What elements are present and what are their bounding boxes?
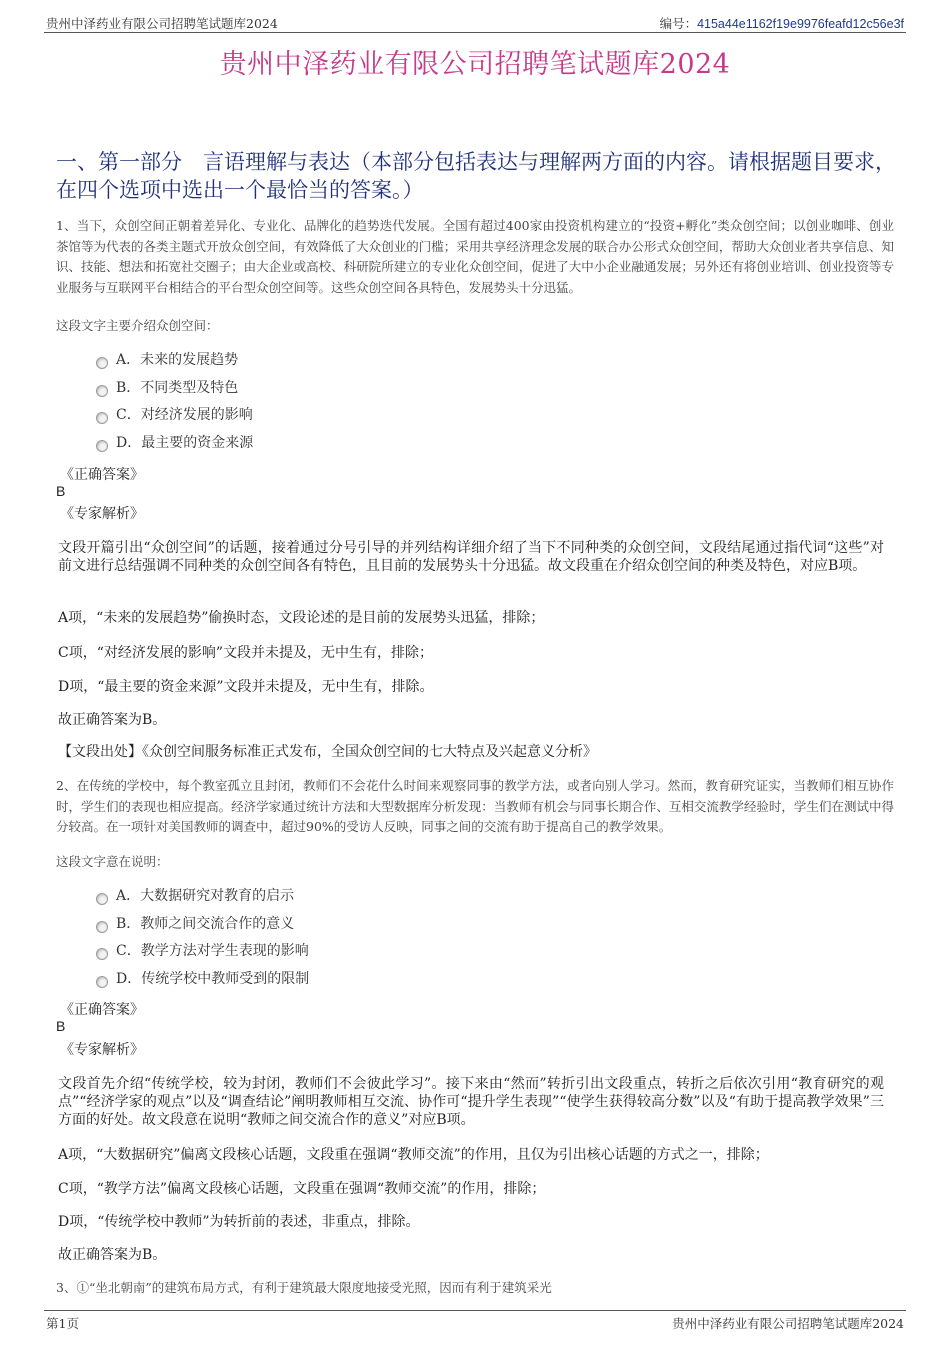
q1-option-b[interactable] — [96, 373, 253, 401]
q2-option-b-label: B．教师之间交流合作的意义 — [116, 915, 295, 932]
q2-passage: 2、在传统的学校中，每个教室孤立且封闭，教师们不会花什么时间来观察同事的教学方法，或者向别人学习。然而，教育研究证实，当教师们相互协作时，学生们的表现也相应提高。经济学家通过统计方法和大型数据库分析发现：当教师有机会与同事长期合作、互相交流教学经验时，学生们在测试中得分较高。在一项针对美国教师的调查中，超过90%的受访人反映，同事之间的交流有助于提高自己的教学效果。 — [56, 778, 894, 834]
header-code-value: 415a44e1162f19e9976feafd12c56e3f — [697, 17, 904, 31]
q1-option-c[interactable] — [96, 401, 253, 429]
q1-source: 【文段出处】《众创空间服务标准正式发布，全国众创空间的七大特点及兴起意义分析》 — [58, 744, 597, 760]
section-heading: 一、第一部分 言语理解与表达（本部分包括表达与理解两方面的内容。请根据题目要求，在四个选项中选出一个最恰当的答案。） — [56, 150, 896, 202]
q1-analysis: 文段开篇引出“众创空间”的话题，接着通过分号引导的并列结构详细介绍了当下不同种类的众创空间，文段结尾通过指代词“这些”对前文进行总结强调不同种类的众创空间各有特色，且目前的发展势头十分迅猛。故文段重在介绍众创空间的种类及特色，对应B项。 — [58, 540, 884, 574]
header-doc-title: 贵州中泽药业有限公司招聘笔试题库2024 — [46, 16, 278, 31]
q1-passage: 1、当下，众创空间正朝着差异化、专业化、品牌化的趋势迭代发展。全国有超过400家由投资机构建立的“投资+孵化”类众创空间；以创业咖啡、创业茶馆等为代表的各类主题式开放众创空间，有效降低了大众创业的门槛；采用共享经济理念发展的联合办公形式众创空间，帮助大众创业者共享信息、知识、技能、想法和拓宽社交圈子；由大企业或高校、科研院所建立的专业化众创空间，促进了大中小企业融通发展；另外还有将创业培训、创业投资等专业服务与互联网平台相结合的平台型众创空间等。这些众创空间各具特色，发展势头十分迅猛。 — [56, 218, 894, 295]
footer-divider — [44, 1310, 906, 1311]
q1-answer-label: 《正确答案》 — [60, 467, 144, 483]
q2-option-d-label: D．传统学校中教师受到的限制 — [116, 971, 310, 988]
q2-option-a-label: A．大数据研究对教育的启示 — [116, 887, 295, 904]
footer-page-number: 第1页 — [46, 1316, 79, 1331]
q1-option-c-label: C．对经济发展的影响 — [116, 407, 253, 424]
header-doc-code — [660, 14, 904, 32]
q1-option-a[interactable] — [96, 345, 253, 373]
q2-option-d-analysis: D项，“传统学校中教师”为转折前的表述，非重点，排除。 — [58, 1214, 420, 1230]
q1-option-a-label: A．未来的发展趋势 — [116, 351, 239, 368]
q2-answer-label: 《正确答案》 — [60, 1002, 144, 1018]
q1-option-d-label: D．最主要的资金来源 — [116, 435, 254, 452]
q1-options — [96, 345, 253, 456]
radio-icon[interactable] — [96, 440, 108, 452]
q2-analysis: 文段首先介绍“传统学校，较为封闭，教师们不会彼此学习”。接下来由“然而”转折引出文段重点，转折之后依次引用“教育研究的观点”“经济学家的观点”以及“调查结论”阐明教师相互交流、协作可“提升学生表现”“使学生获得较高分数”以及“有助于提高教学效果”三方面的好处。故文段意在说明“教师之间交流合作的意义”对应B项。 — [58, 1076, 884, 1128]
q2-option-d[interactable] — [96, 964, 309, 992]
q2-prompt: 这段文字意在说明： — [56, 854, 169, 869]
q1-option-c-analysis: C项，“对经济发展的影响”文段并未提及，无中生有，排除； — [58, 645, 434, 661]
q1-prompt: 这段文字主要介绍众创空间： — [56, 318, 219, 333]
radio-icon[interactable] — [96, 412, 108, 424]
radio-icon[interactable] — [96, 357, 108, 369]
radio-icon[interactable] — [96, 385, 108, 397]
q1-analysis-label: 《专家解析》 — [60, 506, 144, 522]
header-divider — [44, 32, 906, 33]
q1-option-b-label: B．不同类型及特色 — [116, 379, 239, 396]
q1-answer: B — [56, 483, 66, 499]
q1-option-d-analysis: D项，“最主要的资金来源”文段并未提及，无中生有，排除。 — [58, 679, 434, 695]
page-title: 贵州中泽药业有限公司招聘笔试题库2024 — [219, 49, 731, 80]
q1-conclusion: 故正确答案为B。 — [58, 712, 167, 728]
radio-icon[interactable] — [96, 921, 108, 933]
radio-icon[interactable] — [96, 893, 108, 905]
q3-passage: 3、①“坐北朝南”的建筑布局方式，有利于建筑最大限度地接受光照，因而有利于建筑采光 — [56, 1280, 552, 1295]
q2-options — [96, 881, 309, 992]
q2-option-b[interactable] — [96, 909, 309, 937]
q2-conclusion: 故正确答案为B。 — [58, 1247, 167, 1263]
footer-doc-title: 贵州中泽药业有限公司招聘笔试题库2024 — [672, 1316, 904, 1331]
q2-analysis-label: 《专家解析》 — [60, 1042, 144, 1058]
header-code-label: 编号： — [659, 16, 698, 31]
radio-icon[interactable] — [96, 948, 108, 960]
q1-option-d[interactable] — [96, 428, 253, 456]
q2-option-c[interactable] — [96, 937, 309, 965]
q2-option-a[interactable] — [96, 881, 309, 909]
radio-icon[interactable] — [96, 976, 108, 988]
q2-option-c-analysis: C项，“教学方法”偏离文段核心话题，文段重在强调“教师交流”的作用，排除； — [58, 1181, 546, 1197]
q1-option-a-analysis: A项，“未来的发展趋势”偷换时态，文段论述的是目前的发展势头迅猛，排除； — [58, 610, 545, 626]
q2-option-a-analysis: A项，“大数据研究”偏离文段核心话题，文段重在强调“教师交流”的作用，且仅为引出核心话题的方式之一，排除； — [58, 1147, 769, 1163]
q2-answer: B — [56, 1018, 66, 1034]
q2-option-c-label: C．教学方法对学生表现的影响 — [116, 943, 309, 960]
